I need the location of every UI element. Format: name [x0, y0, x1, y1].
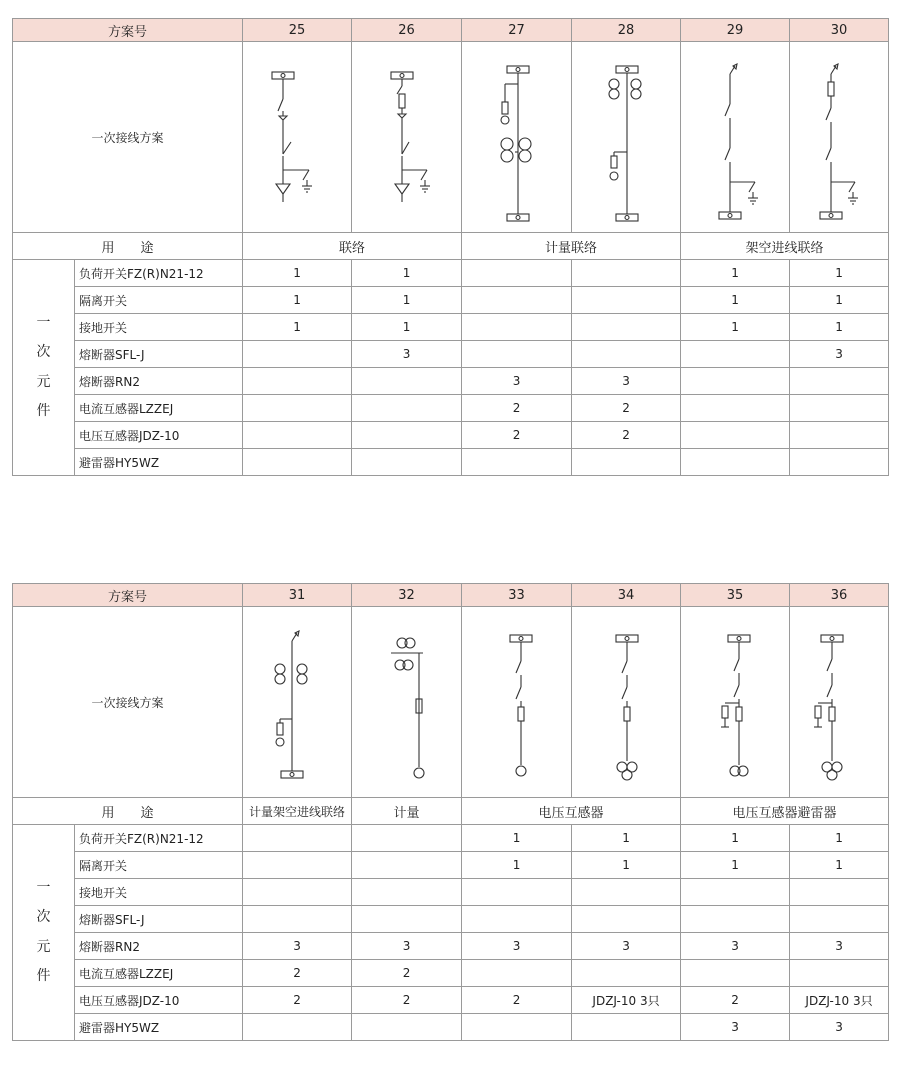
component-value: 1: [790, 287, 889, 314]
usage-group: 计量架空进线联络: [243, 798, 352, 825]
component-value: [572, 960, 681, 987]
component-value: 3: [243, 933, 352, 960]
component-value: 1: [243, 314, 352, 341]
component-value: 2: [243, 960, 352, 987]
wiring-diagram-35: [681, 607, 790, 798]
component-value: [462, 879, 572, 906]
usage-label-char: 用: [101, 805, 115, 821]
usage-group: 电压互感器避雷器: [681, 798, 889, 825]
component-value: [681, 449, 790, 476]
component-value: [790, 906, 889, 933]
component-value: 1: [243, 287, 352, 314]
component-value: [243, 395, 352, 422]
component-value: 2: [462, 987, 572, 1014]
wiring-diagram-icon: [247, 44, 347, 230]
wiring-diagram-icon: [357, 609, 457, 795]
scheme-number: 30: [790, 19, 889, 42]
component-name: 电压互感器JDZ-10: [75, 422, 243, 449]
component-row: [13, 449, 889, 476]
scheme-number-row: [13, 584, 889, 607]
component-row: [13, 825, 889, 852]
scheme-number: 36: [790, 584, 889, 607]
component-value: 3: [681, 1014, 790, 1041]
usage-group: 计量: [352, 798, 462, 825]
component-value: 2: [352, 960, 462, 987]
component-value: [243, 879, 352, 906]
component-value: 1: [681, 314, 790, 341]
component-value: [681, 368, 790, 395]
scheme-table-1: [12, 18, 889, 476]
wiring-diagram-icon: [247, 609, 347, 795]
component-row: [13, 260, 889, 287]
component-value: [243, 825, 352, 852]
scheme-number: 31: [243, 584, 352, 607]
wiring-diagram-icon: [791, 609, 887, 795]
scheme-number: 32: [352, 584, 462, 607]
component-value: 1: [352, 314, 462, 341]
wiring-diagram-icon: [467, 609, 567, 795]
component-name: 接地开关: [75, 879, 243, 906]
group-label-char: 次: [36, 344, 51, 361]
component-value: [572, 1014, 681, 1041]
wiring-diagram-icon: [791, 44, 887, 230]
component-value: [572, 314, 681, 341]
component-name: 电压互感器JDZ-10: [75, 987, 243, 1014]
component-value: [352, 449, 462, 476]
component-value: 3: [790, 933, 889, 960]
component-value: 3: [352, 933, 462, 960]
scheme-number: 27: [462, 19, 572, 42]
component-value: 2: [462, 422, 572, 449]
component-value: 2: [462, 395, 572, 422]
component-value: 1: [462, 852, 572, 879]
component-value: [462, 341, 572, 368]
component-value: [352, 368, 462, 395]
component-row: [13, 395, 889, 422]
component-value: [352, 825, 462, 852]
component-value: [681, 395, 790, 422]
scheme-number: 25: [243, 19, 352, 42]
usage-label-char: 途: [140, 805, 154, 821]
scheme-number: 26: [352, 19, 462, 42]
component-value: 1: [572, 852, 681, 879]
component-value: 3: [462, 933, 572, 960]
component-value: [462, 449, 572, 476]
component-name: 熔断器RN2: [75, 368, 243, 395]
component-value: [352, 906, 462, 933]
component-value: 1: [790, 825, 889, 852]
component-value: 2: [352, 987, 462, 1014]
wiring-diagram-25: [243, 42, 352, 233]
component-value: [462, 287, 572, 314]
component-row: [13, 852, 889, 879]
component-value: [681, 879, 790, 906]
component-value: 3: [462, 368, 572, 395]
component-value: 1: [790, 314, 889, 341]
wiring-diagram-30: [790, 42, 889, 233]
component-value: 1: [790, 852, 889, 879]
diagram-row-label: 一次接线方案: [13, 607, 243, 798]
component-name: 熔断器SFL-J: [75, 906, 243, 933]
component-value: [243, 449, 352, 476]
wiring-diagram-36: [790, 607, 889, 798]
component-name: 负荷开关FZ(R)N21-12: [75, 260, 243, 287]
scheme-number-label: 方案号: [13, 19, 243, 42]
component-value: [243, 422, 352, 449]
wiring-diagram-31: [243, 607, 352, 798]
wiring-diagram-28: [572, 42, 681, 233]
wiring-diagram-icon: [467, 44, 567, 230]
component-value: [681, 906, 790, 933]
component-value: [790, 368, 889, 395]
component-value: [790, 449, 889, 476]
component-value: [462, 960, 572, 987]
usage-group: 架空进线联络: [681, 233, 889, 260]
diagram-row-label: 一次接线方案: [13, 42, 243, 233]
wiring-diagram-34: [572, 607, 681, 798]
component-value: [243, 1014, 352, 1041]
component-name: 接地开关: [75, 314, 243, 341]
component-value: [243, 341, 352, 368]
component-value: [572, 287, 681, 314]
usage-group: 计量联络: [462, 233, 681, 260]
component-value: [572, 449, 681, 476]
component-value: 3: [572, 368, 681, 395]
group-label-char: 元: [36, 938, 51, 955]
component-value: [572, 341, 681, 368]
component-value: 3: [790, 341, 889, 368]
component-value: [790, 960, 889, 987]
component-row: [13, 933, 889, 960]
component-value: 1: [790, 260, 889, 287]
group-label-char: 件: [36, 402, 51, 419]
component-value: [462, 260, 572, 287]
component-name: 避雷器HY5WZ: [75, 449, 243, 476]
component-row: [13, 960, 889, 987]
component-value: 1: [352, 287, 462, 314]
component-value: 2: [243, 987, 352, 1014]
component-name: 负荷开关FZ(R)N21-12: [75, 825, 243, 852]
component-value: [462, 906, 572, 933]
component-row: [13, 879, 889, 906]
usage-row: [13, 798, 889, 825]
usage-row-label: [13, 798, 243, 825]
component-name: 熔断器SFL-J: [75, 341, 243, 368]
component-name: 避雷器HY5WZ: [75, 1014, 243, 1041]
scheme-number-row: [13, 19, 889, 42]
component-value: [352, 1014, 462, 1041]
group-label-char: 一: [36, 879, 51, 896]
component-name: 熔断器RN2: [75, 933, 243, 960]
component-value: 2: [572, 395, 681, 422]
component-value: [243, 852, 352, 879]
component-value: 1: [681, 260, 790, 287]
component-value: [462, 314, 572, 341]
wiring-diagram-33: [462, 607, 572, 798]
component-row: [13, 287, 889, 314]
component-row: [13, 422, 889, 449]
component-value: 1: [572, 825, 681, 852]
component-value: [462, 1014, 572, 1041]
component-value: [681, 422, 790, 449]
usage-row: [13, 233, 889, 260]
wiring-diagram-27: [462, 42, 572, 233]
component-value: 3: [352, 341, 462, 368]
wiring-diagram-icon: [576, 609, 676, 795]
wiring-diagram-icon: [685, 44, 785, 230]
component-row: [13, 341, 889, 368]
component-value: [243, 906, 352, 933]
component-name: 电流互感器LZZEJ: [75, 395, 243, 422]
component-value: [243, 368, 352, 395]
component-value: 2: [681, 987, 790, 1014]
scheme-number: 29: [681, 19, 790, 42]
wiring-diagram-icon: [357, 44, 457, 230]
component-value: 1: [681, 852, 790, 879]
component-value: [352, 852, 462, 879]
group-label-char: 件: [36, 967, 51, 984]
component-value: [790, 422, 889, 449]
primary-components-label: [13, 260, 75, 476]
scheme-number: 35: [681, 584, 790, 607]
usage-group: 联络: [243, 233, 462, 260]
scheme-number: 33: [462, 584, 572, 607]
component-name: 隔离开关: [75, 287, 243, 314]
group-label-char: 次: [36, 909, 51, 926]
component-value: 1: [681, 287, 790, 314]
component-row: [13, 906, 889, 933]
component-value: [681, 960, 790, 987]
scheme-number: 34: [572, 584, 681, 607]
wiring-diagram-32: [352, 607, 462, 798]
component-value: [572, 260, 681, 287]
component-name: 电流互感器LZZEJ: [75, 960, 243, 987]
usage-group: 电压互感器: [462, 798, 681, 825]
usage-label-char: 用: [101, 240, 115, 256]
group-label-char: 一: [36, 314, 51, 331]
component-value: 3: [572, 933, 681, 960]
wiring-diagram-icon: [685, 609, 785, 795]
scheme-number: 28: [572, 19, 681, 42]
component-value: [352, 879, 462, 906]
group-label-char: 元: [36, 373, 51, 390]
component-value: JDZJ-10 3只: [790, 987, 889, 1014]
scheme-number-label: 方案号: [13, 584, 243, 607]
component-value: [681, 341, 790, 368]
component-value: 3: [681, 933, 790, 960]
component-value: 1: [681, 825, 790, 852]
wiring-diagram-row: [13, 42, 889, 233]
component-value: 1: [243, 260, 352, 287]
wiring-diagram-29: [681, 42, 790, 233]
component-value: 1: [352, 260, 462, 287]
component-value: [790, 879, 889, 906]
component-value: [572, 906, 681, 933]
component-name: 隔离开关: [75, 852, 243, 879]
component-row: [13, 987, 889, 1014]
component-value: 1: [462, 825, 572, 852]
component-row: [13, 1014, 889, 1041]
component-value: JDZJ-10 3只: [572, 987, 681, 1014]
component-row: [13, 314, 889, 341]
usage-label-char: 途: [140, 240, 154, 256]
usage-row-label: [13, 233, 243, 260]
component-value: 3: [790, 1014, 889, 1041]
wiring-diagram-icon: [576, 44, 676, 230]
component-value: 2: [572, 422, 681, 449]
component-row: [13, 368, 889, 395]
component-value: [352, 395, 462, 422]
primary-components-label: [13, 825, 75, 1041]
wiring-diagram-row: [13, 607, 889, 798]
scheme-table-2: [12, 583, 889, 1041]
component-value: [572, 879, 681, 906]
component-value: [790, 395, 889, 422]
wiring-diagram-26: [352, 42, 462, 233]
component-value: [352, 422, 462, 449]
